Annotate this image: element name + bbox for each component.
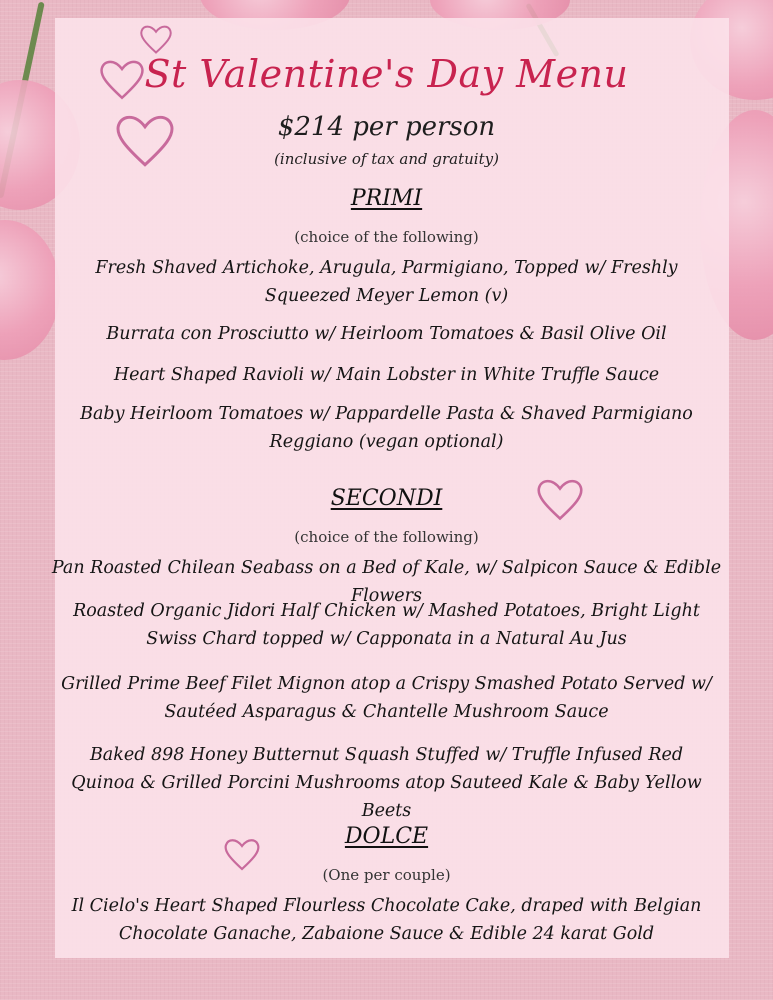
menu-title: St Valentine's Day Menu [144, 52, 629, 96]
menu-item: Grilled Prime Beef Filet Mignon atop a Crispy Smashed Potato Served w/ Sautéed Asparagus & Chantelle Mushroom Sauce [61, 674, 712, 722]
menu-item: Baby Heirloom Tomatoes w/ Pappardelle Pasta & Shaved Parmigiano Reggiano (vegan optional) [80, 404, 693, 452]
choice-note: (One per couple) [322, 866, 451, 884]
heart-icon [138, 22, 174, 56]
section-heading-dolce: DOLCE [344, 824, 429, 849]
menu-item: Pan Roasted Chilean Seabass on a Bed of Kale, w/ Salpicon Sauce & Edible Flowers [51, 558, 722, 606]
menu-item: Roasted Organic Jidori Half Chicken w/ Mashed Potatoes, Bright Light Swiss Chard topped w/ Capponata in a Natural Au Jus [73, 601, 700, 649]
menu-item: Baked 898 Honey Butternut Squash Stuffed w/ Truffle Infused Red Quinoa & Grilled Porcini Mushrooms atop Sauteed Kale & Baby Yellow Beets [71, 745, 702, 821]
choice-note: (choice of the following) [294, 228, 479, 246]
section-heading-primi: PRIMI [350, 186, 423, 211]
menu-item: Il Cielo's Heart Shaped Flourless Chocolate Cake, draped with Belgian Chocolate Ganache, Zabaione Sauce & Edible 24 karat Gold [71, 896, 702, 944]
menu-item: Heart Shaped Ravioli w/ Main Lobster in White Truffle Sauce [113, 365, 660, 385]
choice-note: (choice of the following) [294, 528, 479, 546]
menu-item: Burrata con Prosciutto w/ Heirloom Tomatoes & Basil Olive Oil [106, 324, 667, 344]
section-heading-secondi: SECONDI [330, 486, 443, 511]
price-note: (inclusive of tax and gratuity) [274, 150, 499, 168]
menu-item: Fresh Shaved Artichoke, Arugula, Parmigiano, Topped w/ Freshly Squeezed Meyer Lemon (v) [95, 258, 678, 306]
menu-price: $214 per person [277, 112, 496, 142]
